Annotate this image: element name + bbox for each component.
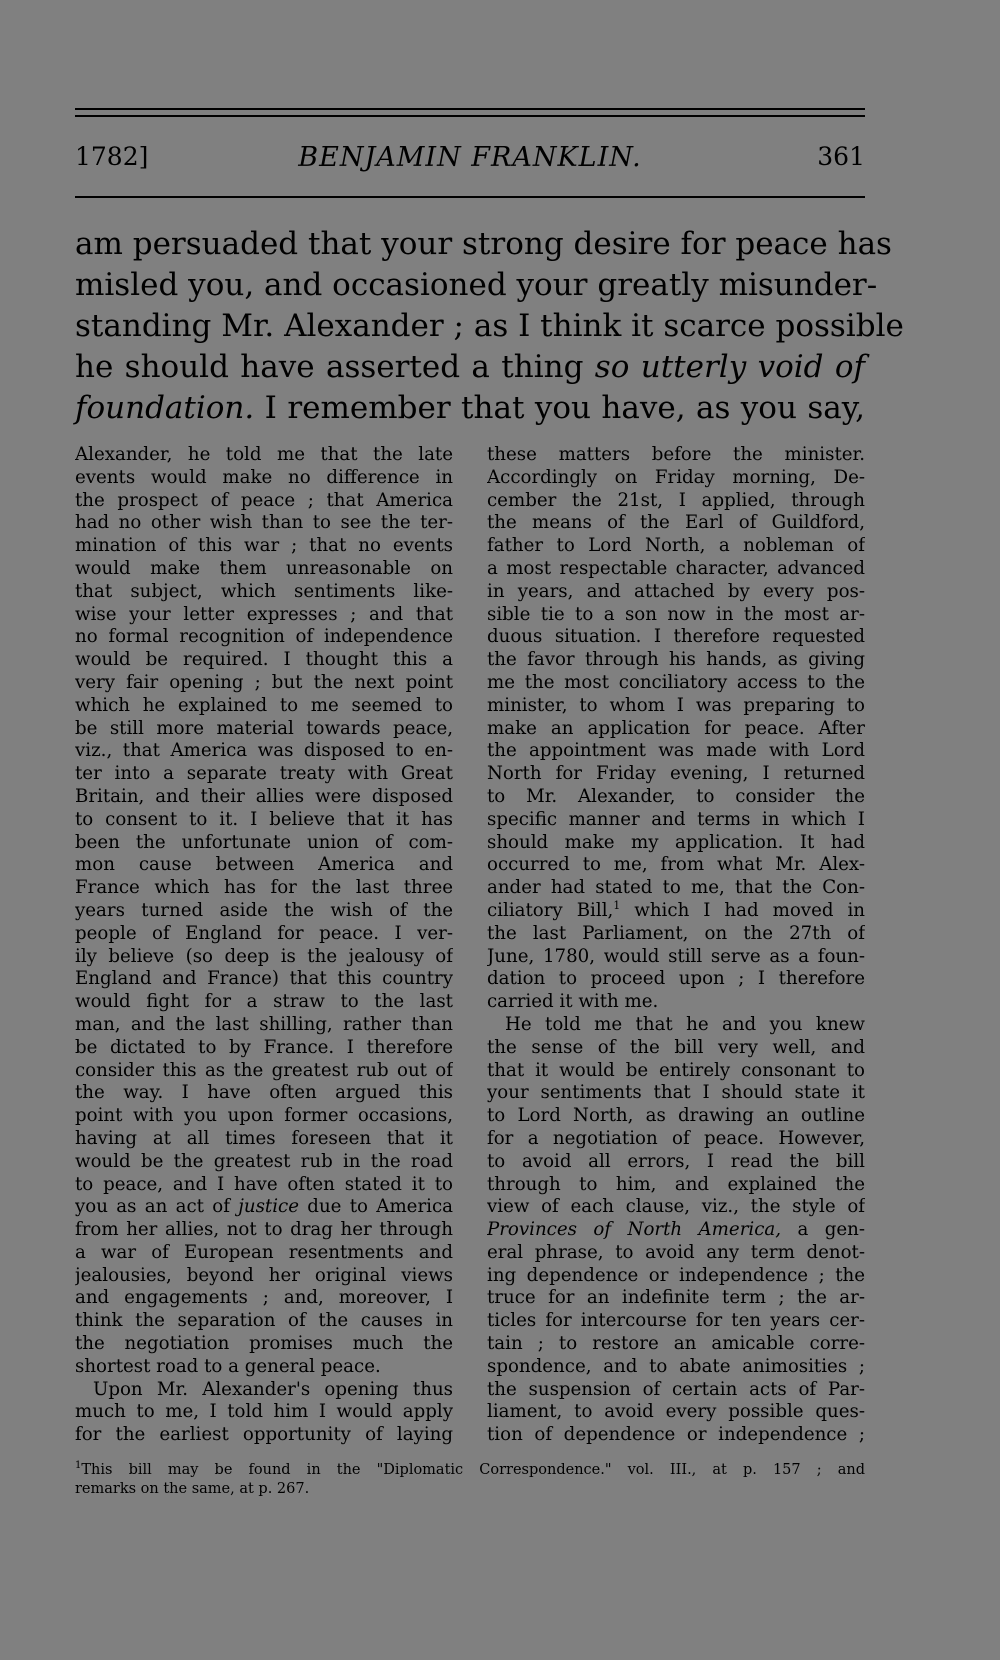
lead-text: he should have asserted a thing — [75, 349, 595, 385]
text-line: would be required. I thought this a — [75, 649, 453, 671]
text-line: would fight for a straw to the last — [75, 991, 453, 1013]
text-line: cember the 21st, I applied, through — [487, 489, 865, 511]
text-line: from her allies, not to drag her through — [75, 1219, 453, 1241]
text-line: for a negotiation of peace. However, — [487, 1127, 865, 1149]
text-line: having at all times foreseen that it — [75, 1127, 453, 1149]
text-line: be dictated to by France. I therefore — [75, 1036, 453, 1058]
text-line: dation to proceed upon ; I therefore — [487, 968, 865, 990]
right-column-block — [487, 1242, 865, 1447]
text-line: mination of this war ; that no events — [75, 535, 453, 557]
text-line: man, and the last shilling, rather than — [75, 1013, 453, 1035]
header-year: 1782] — [75, 142, 149, 171]
text-line: in years, and attached by every pos- — [487, 580, 865, 602]
text-line: the negotiation promises much the — [75, 1333, 453, 1355]
text-line: father to Lord North, a nobleman of — [487, 535, 865, 557]
text-line: sible tie to a son now in the most ar- — [487, 603, 865, 625]
text-line: for the earliest opportunity of laying — [75, 1424, 453, 1446]
text-line: tion of dependence or independence ; — [487, 1424, 865, 1446]
lead-line: standing Mr. Alexander ; as I think it scarce possible — [75, 308, 904, 344]
text-line: England and France) that this country — [75, 968, 453, 990]
lead-line — [75, 347, 865, 388]
text-line: liament, to avoid every possible ques- — [487, 1401, 865, 1423]
text-line: eral phrase, to avoid any term denot- — [487, 1241, 865, 1263]
text-line: ander had stated to me, that the Con- — [487, 877, 865, 899]
header-rule — [75, 196, 865, 198]
text-line: point with you upon former occasions, — [75, 1105, 453, 1127]
right-column-block — [487, 444, 865, 900]
text-line: which he explained to me seemed to — [75, 694, 453, 716]
text-line: should make my application. It had — [487, 831, 865, 853]
text-line: through to him, and explained the — [487, 1173, 865, 1195]
text-line: that it would be entirely consonant to — [487, 1059, 865, 1081]
text-run: ciliatory Bill, — [487, 899, 614, 921]
text-line: no formal recognition of independence — [75, 626, 453, 648]
text-line: mon cause between America and — [75, 854, 453, 876]
text-line: to Mr. Alexander, to consider the — [487, 785, 865, 807]
footnote-marker: 1 — [75, 1460, 82, 1472]
left-column-block — [75, 444, 453, 1196]
text-line: that subject, which sentiments like- — [75, 580, 453, 602]
text-line: wise your letter expresses ; and that — [75, 603, 453, 625]
text-line: think the separation of the causes in — [75, 1310, 453, 1332]
left-column — [75, 444, 453, 1447]
text-line: Upon Mr. Alexander's opening thus — [93, 1378, 453, 1400]
text-line: to peace, and I have often stated it to — [75, 1173, 453, 1195]
text-line: the sense of the bill very well, and — [487, 1036, 865, 1058]
text-line: the way. I have often argued this — [75, 1082, 453, 1104]
right-column-block — [487, 923, 865, 991]
text-run: which I had moved in — [620, 899, 865, 921]
text-line: the appointment was made with Lord — [487, 740, 865, 762]
italic-word: justice — [238, 1196, 299, 1218]
text-line: France which has for the last three — [75, 877, 453, 899]
text-line: people of England for peace. I ver- — [75, 922, 453, 944]
lead-line: am persuaded that your strong desire for peace has — [75, 226, 892, 262]
text-line: a most respectable character, advanced — [487, 557, 865, 579]
text-line: to Lord North, as drawing an outline — [487, 1105, 865, 1127]
text-line — [487, 1219, 865, 1242]
text-line: carried it with me. — [487, 991, 659, 1013]
text-line: tain ; to restore an amicable corre- — [487, 1333, 865, 1355]
text-line: these matters before the minister. — [487, 444, 865, 465]
text-line: been the unfortunate union of com- — [75, 831, 453, 853]
header-title: BENJAMIN FRANKLIN. — [298, 142, 642, 173]
text-line: would make them unreasonable on — [75, 557, 453, 579]
text-line: specific manner and terms in which I — [487, 808, 865, 830]
text-line: ily believe (so deep is the jealousy of — [75, 945, 453, 967]
top-rule — [75, 108, 865, 110]
lead-line — [75, 388, 865, 429]
right-column-block — [487, 1014, 865, 1219]
footnote-line: remarks on the same, at p. 267. — [75, 1481, 310, 1497]
text-line: much to me, I told him I would apply — [75, 1401, 453, 1423]
text-line: be still more material towards peace, — [75, 717, 453, 739]
text-line: the means of the Earl of Guildford, — [487, 512, 865, 534]
text-line: June, 1780, would still serve as a foun- — [487, 945, 865, 967]
footnote-ref: 1 — [613, 899, 621, 912]
text-line: to avoid all errors, I read the bill — [487, 1150, 865, 1172]
text-line: jealousies, beyond her original views — [75, 1264, 453, 1286]
top-rule-thin — [75, 115, 865, 117]
text-line: spondence, and to abate animosities ; — [487, 1355, 865, 1377]
text-line — [487, 900, 865, 923]
text-line: Alexander, he told me that the late — [75, 444, 453, 465]
text-line: make an application for peace. After — [487, 717, 865, 739]
text-run: a gen- — [781, 1219, 865, 1241]
running-header — [75, 142, 865, 182]
text-line: would be the greatest rub in the road — [75, 1150, 453, 1172]
text-line: the last Parliament, on the 27th of — [487, 922, 865, 944]
text-line: ing dependence or independence ; the — [487, 1264, 865, 1286]
text-line: me the most conciliatory access to the — [487, 671, 865, 693]
text-line: a war of European resentments and — [75, 1241, 453, 1263]
text-run: you as an act of — [75, 1196, 239, 1218]
text-line: had no other wish than to see the ter- — [75, 512, 453, 534]
text-line: viz., that America was disposed to en- — [75, 740, 453, 762]
text-line: Britain, and their allies were disposed — [75, 785, 453, 807]
lead-text: I remember that you have, as you say, — [254, 390, 865, 426]
lead-line: misled you, and occasioned your greatly misunder- — [75, 267, 878, 303]
text-line: the favor through his hands, as giving — [487, 649, 865, 671]
text-line: to consent to it. I believe that it has — [75, 808, 453, 830]
text-line: the prospect of peace ; that America — [75, 489, 453, 511]
text-line — [75, 1196, 453, 1219]
text-line: shortest road to a general peace. — [75, 1355, 381, 1377]
lead-italic: so utterly void of — [594, 349, 865, 385]
italic-phrase: Provinces of North America, — [487, 1219, 782, 1241]
text-line: ticles for intercourse for ten years cer- — [487, 1310, 865, 1332]
text-line: and engagements ; and, moreover, I — [75, 1287, 453, 1309]
text-line: duous situation. I therefore requested — [487, 626, 865, 648]
footnote-text: This bill may be found in the "Diplomatic Correspondence." vol. III., at p. 157 ; and — [81, 1462, 865, 1478]
text-run: due to America — [299, 1196, 453, 1218]
text-line: view of each clause, viz., the style of — [487, 1196, 865, 1218]
text-line: years turned aside the wish of the — [75, 899, 453, 921]
footnote — [75, 1461, 865, 1499]
text-line: Accordingly on Friday morning, De- — [487, 466, 865, 488]
lead-paragraph — [75, 224, 904, 429]
text-line: ter into a separate treaty with Great — [75, 763, 453, 785]
text-line: your sentiments that I should state it — [487, 1082, 865, 1104]
text-line: events would make no difference in — [75, 466, 453, 488]
text-line: very fair opening ; but the next point — [75, 671, 453, 693]
left-column-block — [75, 1219, 453, 1356]
text-line: occurred to me, from what Mr. Alex- — [487, 854, 865, 876]
footnote-line — [75, 1461, 865, 1480]
right-column — [487, 444, 865, 1447]
left-column-block — [75, 1379, 453, 1447]
text-line: minister, to whom I was preparing to — [487, 694, 865, 716]
lead-italic: foundation. — [75, 390, 255, 426]
text-line: North for Friday evening, I returned — [487, 763, 865, 785]
page-number: 361 — [817, 142, 865, 171]
text-line: truce for an indefinite term ; the ar- — [487, 1287, 865, 1309]
text-line: the suspension of certain acts of Par- — [487, 1378, 865, 1400]
text-line: He told me that he and you knew — [505, 1013, 865, 1035]
text-line: consider this as the greatest rub out of — [75, 1059, 453, 1081]
